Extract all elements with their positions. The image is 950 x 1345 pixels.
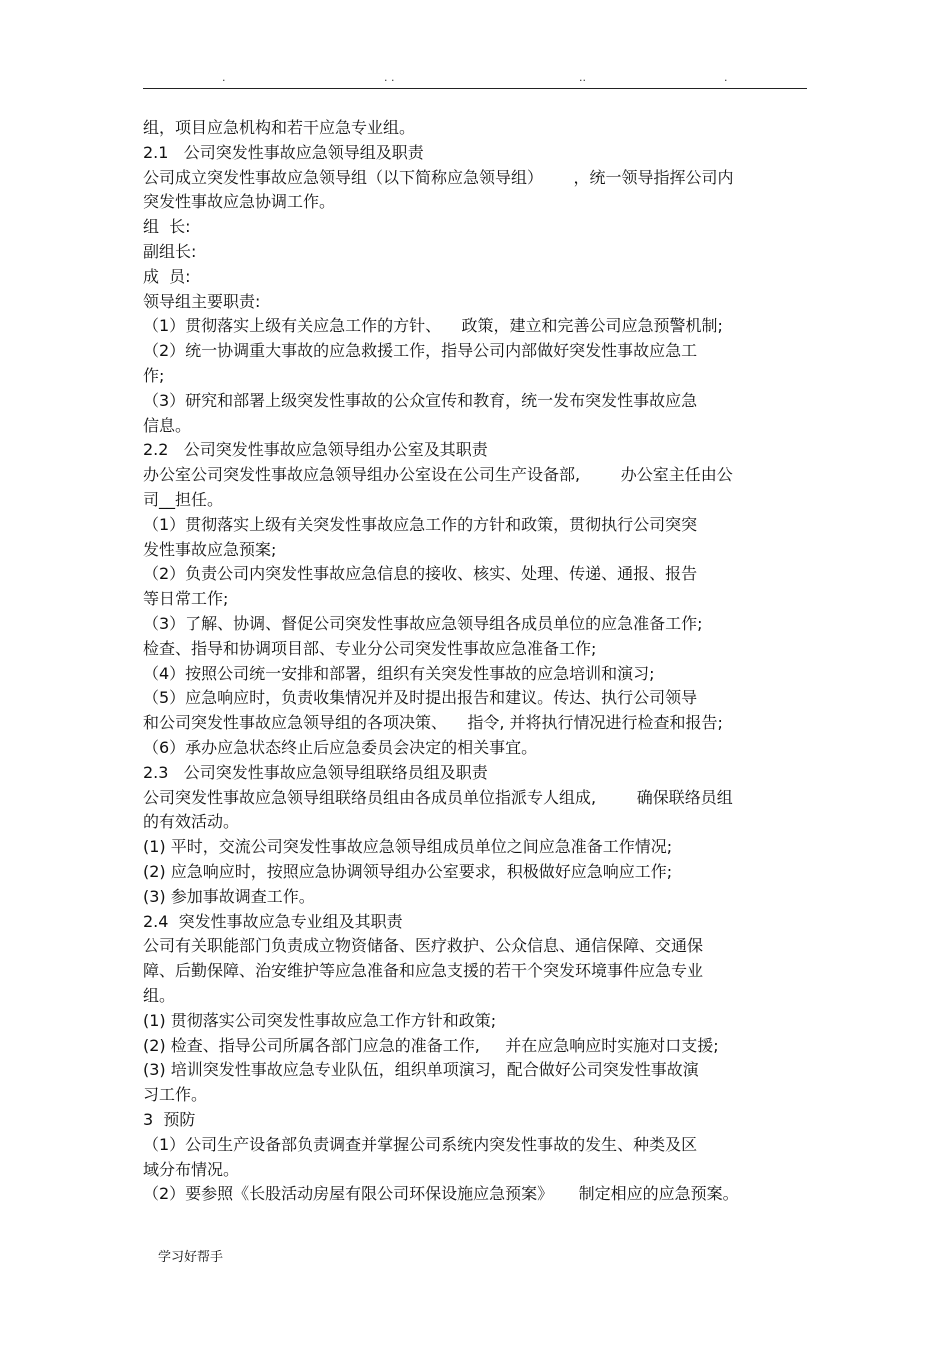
section-heading: 2.4 突发性事故应急专业组及其职责 (143, 911, 403, 931)
text-line: 的有效活动。 (143, 812, 240, 832)
text-line: 检查、指导和协调项目部、专业分公司突发性事故应急准备工作; (143, 638, 597, 658)
header-rule (143, 88, 807, 89)
text-line: 公司成立突发性事故应急领导组（以下简称应急领导组） ，统一领导指挥公司内 (143, 167, 734, 187)
text-line: （2）统一协调重大事故的应急救援工作，指导公司内部做好突发性事故应急工 (143, 341, 698, 361)
text-line: 领导组主要职责: (143, 291, 261, 311)
text-line: （1）贯彻落实上级有关突发性事故应急工作的方针和政策，贯彻执行公司突突 (143, 514, 698, 534)
text-line: 信息。 (143, 415, 192, 435)
text-line: (1) 平时，交流公司突发性事故应急领导组成员单位之间应急准备工作情况; (143, 837, 673, 857)
section-heading: 2.2 公司突发性事故应急领导组办公室及其职责 (143, 440, 488, 460)
text-line: （2）要参照《长股活动房屋有限公司环保设施应急预案》 制定相应的应急预案。 (143, 1184, 739, 1204)
section-heading: 2.1 公司突发性事故应急领导组及职责 (143, 142, 424, 162)
text-line: 和公司突发性事故应急领导组的各项决策、 指令, 并将执行情况进行检查和报告; (143, 713, 723, 733)
text-line: 成 员: (143, 266, 191, 286)
text-line: (2) 检查、指导公司所属各部门应急的准备工作, 并在应急响应时实施对口支援; (143, 1035, 719, 1055)
text-line: （6）承办应急状态终止后应急委员会决定的相关事宜。 (143, 738, 538, 757)
text-line: (3) 参加事故调查工作。 (143, 886, 315, 906)
text-line: (1) 贯彻落实公司突发性事故应急工作方针和政策; (143, 1010, 497, 1030)
text-line: （3）了解、协调、督促公司突发性事故应急领导组各成员单位的应急准备工作; (143, 614, 703, 633)
text-line: 副组长: (143, 242, 197, 261)
header-mark: . (724, 71, 728, 84)
text-line: 司__担任。 (143, 490, 224, 509)
text-line: 等日常工作; (143, 589, 229, 609)
text-line: 发性事故应急预案; (143, 539, 277, 559)
text-line: 办公室公司突发性事故应急领导组办公室设在公司生产设备部, 办公室主任由公 (143, 465, 733, 485)
section-heading: 3 预防 (143, 1110, 196, 1129)
text-line: 突发性事故应急协调工作。 (143, 192, 336, 212)
text-line: 组 长: (143, 217, 191, 237)
footer-text: 学习好帮手 (158, 1250, 224, 1265)
text-line: (2) 应急响应时，按照应急协调领导组办公室要求，积极做好应急响应工作; (143, 862, 673, 881)
text-line: （1）公司生产设备部负责调查并掌握公司系统内突发性事故的发生、种类及区 (143, 1134, 698, 1154)
text-line: (3) 培训突发性事故应急专业队伍，组织单项演习，配合做好公司突发性事故演 (143, 1060, 699, 1080)
text-line: （5）应急响应时，负责收集情况并及时提出报告和建议。传达、执行公司领导 (143, 688, 698, 708)
text-line: 障、后勤保障、治安维护等应急准备和应急支援的若干个突发环境事件应急专业 (143, 961, 704, 981)
text-line: （2）负责公司内突发性事故应急信息的接收、核实、处理、传递、通报、报告 (143, 564, 698, 584)
section-heading: 2.3 公司突发性事故应急领导组联络员组及职责 (143, 762, 488, 782)
text-line: 习工作。 (143, 1085, 208, 1105)
text-line: 组。 (143, 986, 176, 1005)
text-line: 组，项目应急机构和若干应急专业组。 (143, 118, 416, 137)
text-line: 作; (143, 366, 165, 385)
text-line: 公司突发性事故应急领导组联络员组由各成员单位指派专人组成, 确保联络员组 (143, 787, 733, 807)
text-line: （1）贯彻落实上级有关应急工作的方针、 政策，建立和完善公司应急预警机制; (143, 316, 723, 336)
text-line: （4）按照公司统一安排和部署，组织有关突发性事故的应急培训和演习; (143, 663, 655, 683)
text-line: 公司有关职能部门负责成立物资储备、医疗救护、公众信息、通信保障、交通保 (143, 936, 704, 956)
text-line: 域分布情况。 (143, 1159, 240, 1179)
header-mark: .. (579, 71, 586, 84)
header-mark: . . (384, 71, 395, 84)
header-mark: . (222, 71, 226, 84)
text-line: （3）研究和部署上级突发性事故的公众宣传和教育，统一发布突发性事故应急 (143, 390, 698, 410)
